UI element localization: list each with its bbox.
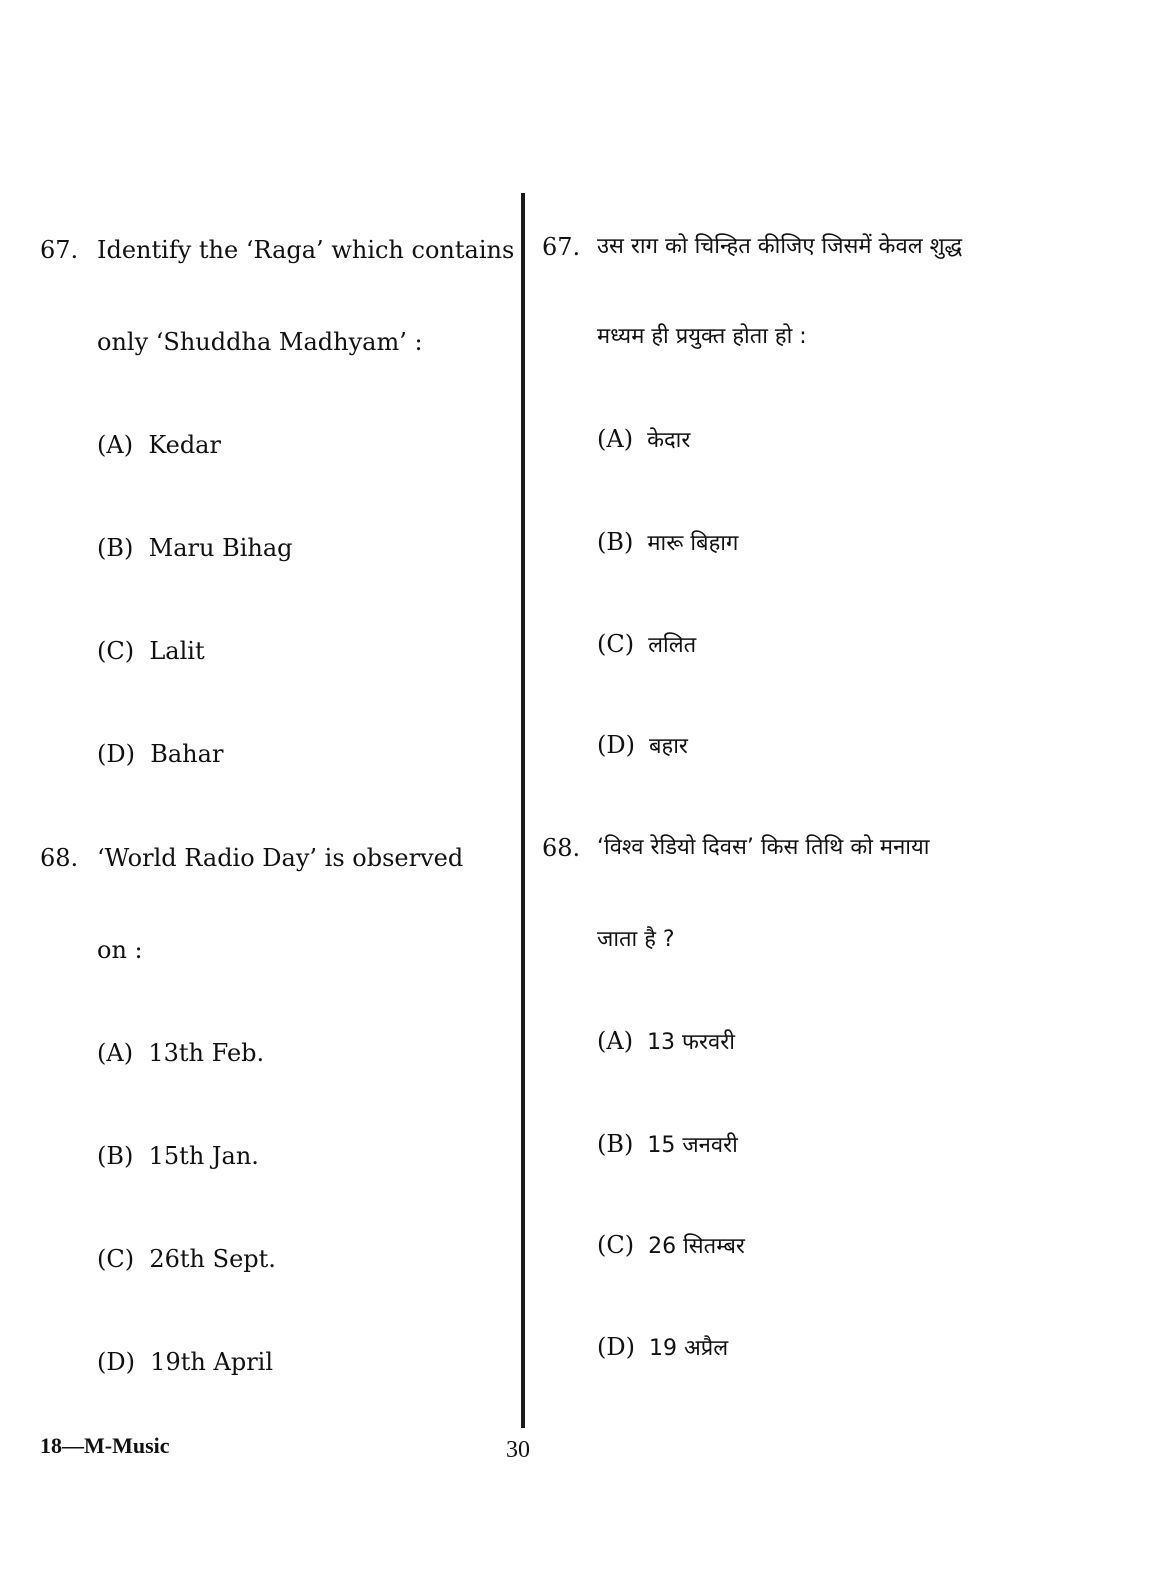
option-label: (A) <box>97 1039 134 1067</box>
option-label: (A) <box>597 1027 634 1055</box>
option-label: (A) <box>597 425 634 453</box>
option-label: (D) <box>97 740 135 768</box>
option-label: (D) <box>97 1348 135 1376</box>
option-text: 19 अप्रैल <box>648 1336 729 1361</box>
option-label: (C) <box>97 637 135 665</box>
option-text: केदार <box>647 428 691 453</box>
option-text: मारू बिहाग <box>647 531 739 556</box>
option-label: (C) <box>597 630 635 658</box>
page-number: 30 <box>506 1437 530 1463</box>
option-text: 13 फरवरी <box>647 1030 735 1055</box>
option-text: 19th April <box>150 1348 274 1376</box>
paper-code: 18—M-Music <box>40 1433 170 1458</box>
question-text-line2: मध्यम ही प्रयुक्त होता हो : <box>597 324 807 349</box>
option-text: Maru Bihag <box>148 534 293 562</box>
option-text: ललित <box>648 633 697 658</box>
question-text-line2: on : <box>97 936 143 964</box>
option-text: 26th Sept. <box>149 1245 276 1273</box>
question-number: 67. <box>40 236 79 264</box>
option-text: Bahar <box>150 740 224 768</box>
question-number: 68. <box>40 844 79 872</box>
option-label: (B) <box>97 1142 134 1170</box>
english-column <box>0 0 520 1582</box>
question-number: 67. <box>542 233 581 261</box>
hindi-column <box>530 0 1130 1582</box>
column-divider <box>521 193 525 1428</box>
option-label: (C) <box>97 1245 135 1273</box>
option-label: (D) <box>597 731 635 759</box>
question-text-line1: Identify the ‘Raga’ which contains <box>97 236 515 264</box>
option-label: (B) <box>597 528 634 556</box>
question-text-line1: ‘विश्व रेडियो दिवस’ किस तिथि को मनाया <box>597 835 930 860</box>
option-label: (B) <box>597 1130 634 1158</box>
option-text: 26 सितम्बर <box>648 1234 745 1259</box>
option-text: बहार <box>648 734 688 759</box>
option-label: (D) <box>597 1333 635 1361</box>
option-text: 13th Feb. <box>148 1039 265 1067</box>
option-text: 15 जनवरी <box>647 1133 738 1158</box>
option-text: Lalit <box>149 637 205 665</box>
question-text-line2: only ‘Shuddha Madhyam’ : <box>97 328 423 356</box>
option-label: (B) <box>97 534 134 562</box>
question-text-line1: ‘World Radio Day’ is observed <box>97 844 464 872</box>
question-text-line2: जाता है ? <box>597 927 675 952</box>
option-label: (A) <box>97 431 134 459</box>
question-number: 68. <box>542 834 581 862</box>
option-label: (C) <box>597 1231 635 1259</box>
question-text-line1: उस राग को चिन्हित कीजिए जिसमें केवल शुद्ध <box>597 234 963 259</box>
option-text: Kedar <box>148 431 221 459</box>
option-text: 15th Jan. <box>148 1142 259 1170</box>
